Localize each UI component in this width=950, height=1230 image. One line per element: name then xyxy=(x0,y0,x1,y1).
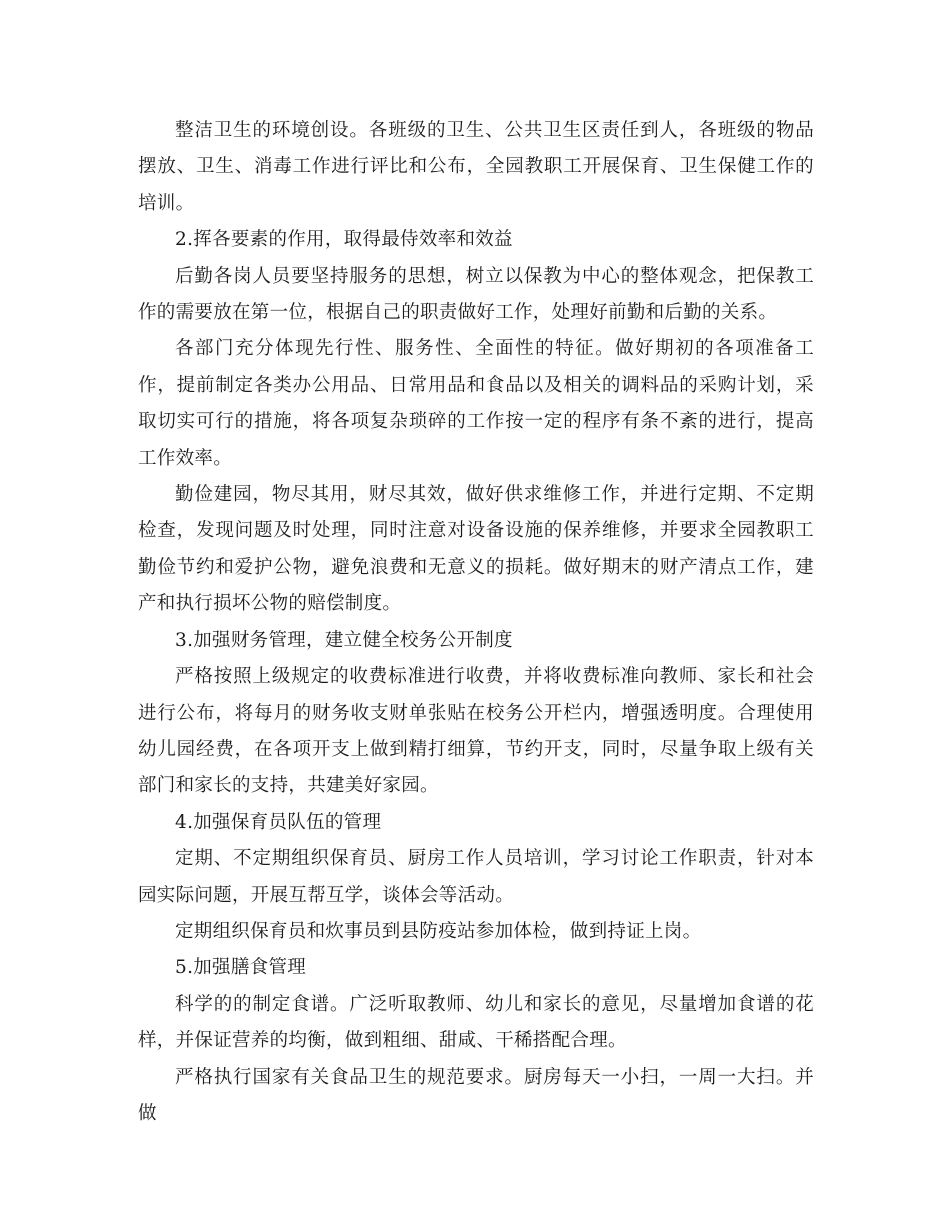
paragraph: 整洁卫生的环境创设。各班级的卫生、公共卫生区责任到人，各班级的物品摆放、卫生、消毒工作进行评比和公布，全园教职工开展保育、卫生保健工作的培训。 xyxy=(138,120,814,214)
paragraph: 勤俭建园，物尽其用，财尽其效，做好供求维修工作，并进行定期、不定期检查，发现问题及时处理，同时注意对设备设施的保养维修，并要求全园教职工勤俭节约和爱护公物，避免浪费和无意义的损耗。做好期末的财产清点工作，建产和执行损坏公物的赔偿制度。 xyxy=(138,484,814,615)
paragraph: 定期、不定期组织保育员、厨房工作人员培训，学习讨论工作职责，针对本园实际问题，开展互帮互学，谈体会等活动。 xyxy=(138,848,814,906)
section-heading: 3.加强财务管理，建立健全校务公开制度 xyxy=(175,629,513,651)
paragraph: 各部门充分体现先行性、服务性、全面性的特征。做好期初的各项准备工作，提前制定各类办公用品、日常用品和食品以及相关的调料品的采购计划，采取切实可行的措施，将各项复杂琐碎的工作按一定的程序有条不紊的进行，提高工作效率。 xyxy=(138,338,814,469)
paragraph: 定期组织保育员和炊事员到县防疫站参加体检，做到持证上岗。 xyxy=(175,920,702,942)
paragraph: 科学的的制定食谱。广泛听取教师、幼儿和家长的意见，尽量增加食谱的花样，并保证营养的均衡，做到粗细、甜咸、干稀搭配合理。 xyxy=(138,993,814,1052)
paragraph: 后勤各岗人员要坚持服务的思想，树立以保教为中心的整体观念，把保教工作的需要放在第一位，根据自己的职责做好工作，处理好前勤和后勤的关系。 xyxy=(138,265,814,324)
section-heading: 2.挥各要素的作用，取得最侍效率和效益 xyxy=(175,229,513,251)
paragraph: 严格按照上级规定的收费标准进行收费，并将收费标准向教师、家长和社会进行公布，将每月的财务收支财单张贴在校务公开栏内，增强透明度。合理使用幼儿园经费，在各项开支上做到精打细算，节约开支，同时，尽量争取上级有关部门和家长的支持，共建美好家园。 xyxy=(138,666,814,797)
document-body xyxy=(138,113,814,1132)
section-heading: 5.加强膳食管理 xyxy=(175,957,307,979)
paragraph: 严格执行国家有关食品卫生的规范要求。厨房每天一小扫，一周一大扫。并做 xyxy=(138,1066,814,1124)
section-heading: 4.加强保育员队伍的管理 xyxy=(175,811,382,833)
